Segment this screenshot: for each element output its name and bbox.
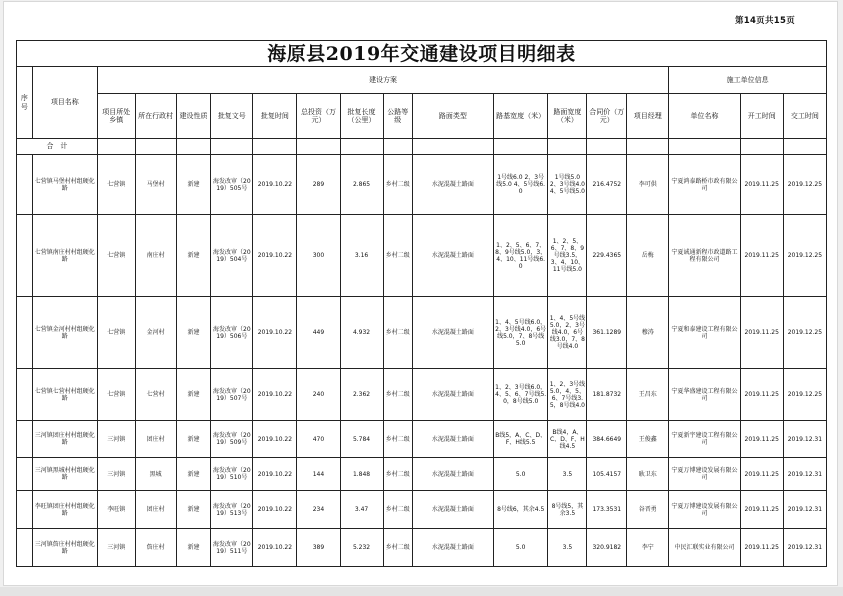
- approval-no-cell: 海发改审（2019）511号: [211, 529, 253, 567]
- nature-cell: 新建: [176, 458, 211, 491]
- township-cell: 七营镇: [97, 297, 135, 369]
- finish-date-cell: 2019.12.25: [783, 215, 826, 297]
- table-row: [17, 491, 827, 529]
- manager-cell: 耿卫东: [627, 458, 669, 491]
- approval-no-cell: 海发改审（2019）505号: [211, 155, 253, 215]
- subgrade-width-cell: 5.0: [493, 458, 548, 491]
- grade-cell: 乡村二级: [383, 155, 412, 215]
- header-village: 所在行政村: [135, 94, 176, 139]
- contract-price-cell: 181.8732: [587, 369, 627, 421]
- approval-date-cell: 2019.10.22: [253, 369, 297, 421]
- total-cell: [135, 139, 176, 155]
- header-subgrade-width: 路基宽度（米）: [493, 94, 548, 139]
- village-cell: 团庄村: [135, 491, 176, 529]
- surface-cell: 水泥混凝土路面: [412, 491, 493, 529]
- contract-price-cell: 105.4157: [587, 458, 627, 491]
- pavement-width-cell: 1号线5.0 2、3号线4.0 4、5号线5.0: [548, 155, 587, 215]
- total-label: 合 计: [17, 139, 98, 155]
- pavement-width-cell: 1、2、3号线5.0，4、5、6、7号线3.5，8号线4.0: [548, 369, 587, 421]
- approval-no-cell: 海发改审（2019）513号: [211, 491, 253, 529]
- manager-cell: 李宁: [627, 529, 669, 567]
- start-date-cell: 2019.11.25: [740, 369, 783, 421]
- village-cell: 金河村: [135, 297, 176, 369]
- start-date-cell: 2019.11.25: [740, 529, 783, 567]
- subgrade-width-cell: 5.0: [493, 529, 548, 567]
- finish-date-cell: 2019.12.31: [783, 491, 826, 529]
- surface-cell: 水泥混凝土路面: [412, 529, 493, 567]
- seq-cell: [17, 297, 33, 369]
- document-page: [4, 2, 837, 585]
- header-length: 批复长度（公里）: [340, 94, 383, 139]
- township-cell: 三河镇: [97, 529, 135, 567]
- total-cell: [297, 139, 340, 155]
- start-date-cell: 2019.11.25: [740, 215, 783, 297]
- length-cell: 5.784: [340, 421, 383, 458]
- start-date-cell: 2019.11.25: [740, 458, 783, 491]
- header-township: 项目所处乡镇: [97, 94, 135, 139]
- total-cell: [383, 139, 412, 155]
- total-cell: [412, 139, 493, 155]
- investment-cell: 289: [297, 155, 340, 215]
- nature-cell: 新建: [176, 529, 211, 567]
- village-cell: 七营村: [135, 369, 176, 421]
- approval-no-cell: 海发改审（2019）504号: [211, 215, 253, 297]
- total-cell: [548, 139, 587, 155]
- grade-cell: 乡村二级: [383, 529, 412, 567]
- table-row: [17, 369, 827, 421]
- header-investment: 总投资（万元）: [297, 94, 340, 139]
- finish-date-cell: 2019.12.25: [783, 369, 826, 421]
- surface-cell: 水泥混凝土路面: [412, 421, 493, 458]
- nature-cell: 新建: [176, 155, 211, 215]
- total-cell: [587, 139, 627, 155]
- header-approval-no: 批复文号: [211, 94, 253, 139]
- start-date-cell: 2019.11.25: [740, 491, 783, 529]
- surface-cell: 水泥混凝土路面: [412, 297, 493, 369]
- length-cell: 2.865: [340, 155, 383, 215]
- approval-no-cell: 海发改审（2019）507号: [211, 369, 253, 421]
- total-cell: [493, 139, 548, 155]
- township-cell: 李旺镇: [97, 491, 135, 529]
- header-project-name: 项目名称: [32, 67, 97, 139]
- total-cell: [211, 139, 253, 155]
- total-cell: [669, 139, 740, 155]
- header-seq: 序号: [17, 67, 33, 139]
- grade-cell: 乡村二级: [383, 215, 412, 297]
- project-table-wrapper: [16, 40, 827, 567]
- grade-cell: 乡村二级: [383, 297, 412, 369]
- header-nature: 建设性质: [176, 94, 211, 139]
- project-name-cell: 七营镇南庄村村组硬化路: [32, 215, 97, 297]
- surface-cell: 水泥混凝土路面: [412, 458, 493, 491]
- township-cell: 七营镇: [97, 215, 135, 297]
- village-cell: 马堡村: [135, 155, 176, 215]
- project-name-cell: 七营镇金河村村组硬化路: [32, 297, 97, 369]
- investment-cell: 389: [297, 529, 340, 567]
- pavement-width-cell: 1、4、5号线5.0，2、3号线4.0，6号线3.0，7、8号线4.0: [548, 297, 587, 369]
- seq-cell: [17, 421, 33, 458]
- village-cell: 南庄村: [135, 215, 176, 297]
- project-name-cell: 七营镇马堡村村组硬化路: [32, 155, 97, 215]
- investment-cell: 300: [297, 215, 340, 297]
- length-cell: 2.362: [340, 369, 383, 421]
- total-cell: [740, 139, 783, 155]
- manager-cell: 王昌东: [627, 369, 669, 421]
- table-row: [17, 297, 827, 369]
- finish-date-cell: 2019.12.25: [783, 297, 826, 369]
- company-cell: 宁夏万博建设发展有限公司: [669, 458, 740, 491]
- township-cell: 七营镇: [97, 155, 135, 215]
- approval-date-cell: 2019.10.22: [253, 155, 297, 215]
- header-plan-group: 建设方案: [97, 67, 668, 94]
- nature-cell: 新建: [176, 421, 211, 458]
- contract-price-cell: 361.1289: [587, 297, 627, 369]
- investment-cell: 449: [297, 297, 340, 369]
- table-row: [17, 421, 827, 458]
- total-cell: [97, 139, 135, 155]
- approval-date-cell: 2019.10.22: [253, 491, 297, 529]
- header-surface: 路面类型: [412, 94, 493, 139]
- finish-date-cell: 2019.12.31: [783, 458, 826, 491]
- finish-date-cell: 2019.12.31: [783, 529, 826, 567]
- grade-cell: 乡村二级: [383, 421, 412, 458]
- approval-date-cell: 2019.10.22: [253, 421, 297, 458]
- surface-cell: 水泥混凝土路面: [412, 369, 493, 421]
- length-cell: 4.932: [340, 297, 383, 369]
- contract-price-cell: 384.6649: [587, 421, 627, 458]
- subgrade-width-cell: B线5，A、C、D、F、H线5.5: [493, 421, 548, 458]
- project-name-cell: 三河镇团庄村村组硬化路: [32, 421, 97, 458]
- table-row: [17, 155, 827, 215]
- header-manager: 项目经理: [627, 94, 669, 139]
- total-cell: [340, 139, 383, 155]
- surface-cell: 水泥混凝土路面: [412, 155, 493, 215]
- approval-date-cell: 2019.10.22: [253, 215, 297, 297]
- manager-cell: 王俊鑫: [627, 421, 669, 458]
- company-cell: 宁夏诚通新程市政道路工程有限公司: [669, 215, 740, 297]
- table-row: [17, 458, 827, 491]
- total-cell: [627, 139, 669, 155]
- township-cell: 三河镇: [97, 458, 135, 491]
- header-company: 单位名称: [669, 94, 740, 139]
- township-cell: 七营镇: [97, 369, 135, 421]
- approval-no-cell: 海发改审（2019）509号: [211, 421, 253, 458]
- pavement-width-cell: 3.5: [548, 529, 587, 567]
- approval-date-cell: 2019.10.22: [253, 529, 297, 567]
- contract-price-cell: 320.9182: [587, 529, 627, 567]
- nature-cell: 新建: [176, 297, 211, 369]
- company-cell: 中民汇联实业有限公司: [669, 529, 740, 567]
- pavement-width-cell: 8号线5，其余3.5: [548, 491, 587, 529]
- contract-price-cell: 173.3531: [587, 491, 627, 529]
- header-finish-date: 交工时间: [783, 94, 826, 139]
- total-cell: [176, 139, 211, 155]
- manager-cell: 岳梅: [627, 215, 669, 297]
- grade-cell: 乡村二级: [383, 458, 412, 491]
- start-date-cell: 2019.11.25: [740, 297, 783, 369]
- company-cell: 宁夏鸿泰路桥市政有限公司: [669, 155, 740, 215]
- investment-cell: 470: [297, 421, 340, 458]
- approval-date-cell: 2019.10.22: [253, 297, 297, 369]
- nature-cell: 新建: [176, 491, 211, 529]
- company-cell: 宁夏和泰建设工程有限公司: [669, 297, 740, 369]
- seq-cell: [17, 458, 33, 491]
- total-cell: [253, 139, 297, 155]
- investment-cell: 240: [297, 369, 340, 421]
- contract-price-cell: 229.4365: [587, 215, 627, 297]
- seq-cell: [17, 529, 33, 567]
- approval-no-cell: 海发改审（2019）506号: [211, 297, 253, 369]
- finish-date-cell: 2019.12.25: [783, 155, 826, 215]
- project-name-cell: 三河镇詹庄村村组硬化路: [32, 529, 97, 567]
- project-name-cell: 三河镇黑城村村组硬化路: [32, 458, 97, 491]
- seq-cell: [17, 155, 33, 215]
- start-date-cell: 2019.11.25: [740, 155, 783, 215]
- seq-cell: [17, 215, 33, 297]
- company-cell: 宁夏新宇建设工程有限公司: [669, 421, 740, 458]
- header-construction-group: 施工单位信息: [669, 67, 827, 94]
- approval-no-cell: 海发改审（2019）510号: [211, 458, 253, 491]
- header-contract-price: 合同价（万元）: [587, 94, 627, 139]
- total-cell: [783, 139, 826, 155]
- project-table: [16, 40, 827, 567]
- header-start-date: 开工时间: [740, 94, 783, 139]
- header-pavement-width: 路面宽度（米）: [548, 94, 587, 139]
- village-cell: 团庄村: [135, 421, 176, 458]
- header-grade: 公路等级: [383, 94, 412, 139]
- seq-cell: [17, 369, 33, 421]
- subgrade-width-cell: 1、2、5、6、7、8、9号线5.0，3、4、10、11号线6.0: [493, 215, 548, 297]
- project-name-cell: 李旺镇团庄村村组硬化路: [32, 491, 97, 529]
- subgrade-width-cell: 1、2、3号线6.0，4、5、6、7号线5.0，8号线5.0: [493, 369, 548, 421]
- header-approval-date: 批复时间: [253, 94, 297, 139]
- manager-cell: 谷晋勇: [627, 491, 669, 529]
- grade-cell: 乡村二级: [383, 491, 412, 529]
- township-cell: 三河镇: [97, 421, 135, 458]
- nature-cell: 新建: [176, 369, 211, 421]
- contract-price-cell: 216.4752: [587, 155, 627, 215]
- investment-cell: 144: [297, 458, 340, 491]
- table-row: [17, 529, 827, 567]
- manager-cell: 李可供: [627, 155, 669, 215]
- pavement-width-cell: B线4，A、C、D、F、H线4.5: [548, 421, 587, 458]
- table-row: [17, 215, 827, 297]
- pavement-width-cell: 3.5: [548, 458, 587, 491]
- subgrade-width-cell: 8号线6，其余4.5: [493, 491, 548, 529]
- length-cell: 3.16: [340, 215, 383, 297]
- company-cell: 宁夏万博建设发展有限公司: [669, 491, 740, 529]
- table-title: 海原县2019年交通建设项目明细表: [17, 41, 827, 67]
- length-cell: 3.47: [340, 491, 383, 529]
- subgrade-width-cell: 1号线6.0 2、3号线5.0 4、5号线6.0: [493, 155, 548, 215]
- length-cell: 5.232: [340, 529, 383, 567]
- village-cell: 詹庄村: [135, 529, 176, 567]
- viewer-bottom-bar: [0, 587, 843, 596]
- village-cell: 黑城: [135, 458, 176, 491]
- subgrade-width-cell: 1、4、5号线6.0，2、3号线4.0，6号线5.0，7、8号线5.0: [493, 297, 548, 369]
- nature-cell: 新建: [176, 215, 211, 297]
- surface-cell: 水泥混凝土路面: [412, 215, 493, 297]
- project-name-cell: 七营镇七营村村组硬化路: [32, 369, 97, 421]
- grade-cell: 乡村二级: [383, 369, 412, 421]
- page-indicator: 第14页共15页: [734, 16, 795, 26]
- approval-date-cell: 2019.10.22: [253, 458, 297, 491]
- company-cell: 宁夏华盛建设工程有限公司: [669, 369, 740, 421]
- seq-cell: [17, 491, 33, 529]
- length-cell: 1.848: [340, 458, 383, 491]
- start-date-cell: 2019.11.25: [740, 421, 783, 458]
- finish-date-cell: 2019.12.31: [783, 421, 826, 458]
- investment-cell: 234: [297, 491, 340, 529]
- manager-cell: 穆涛: [627, 297, 669, 369]
- pavement-width-cell: 1、2、5、6、7、8、9号线3.5，3、4、10、11号线5.0: [548, 215, 587, 297]
